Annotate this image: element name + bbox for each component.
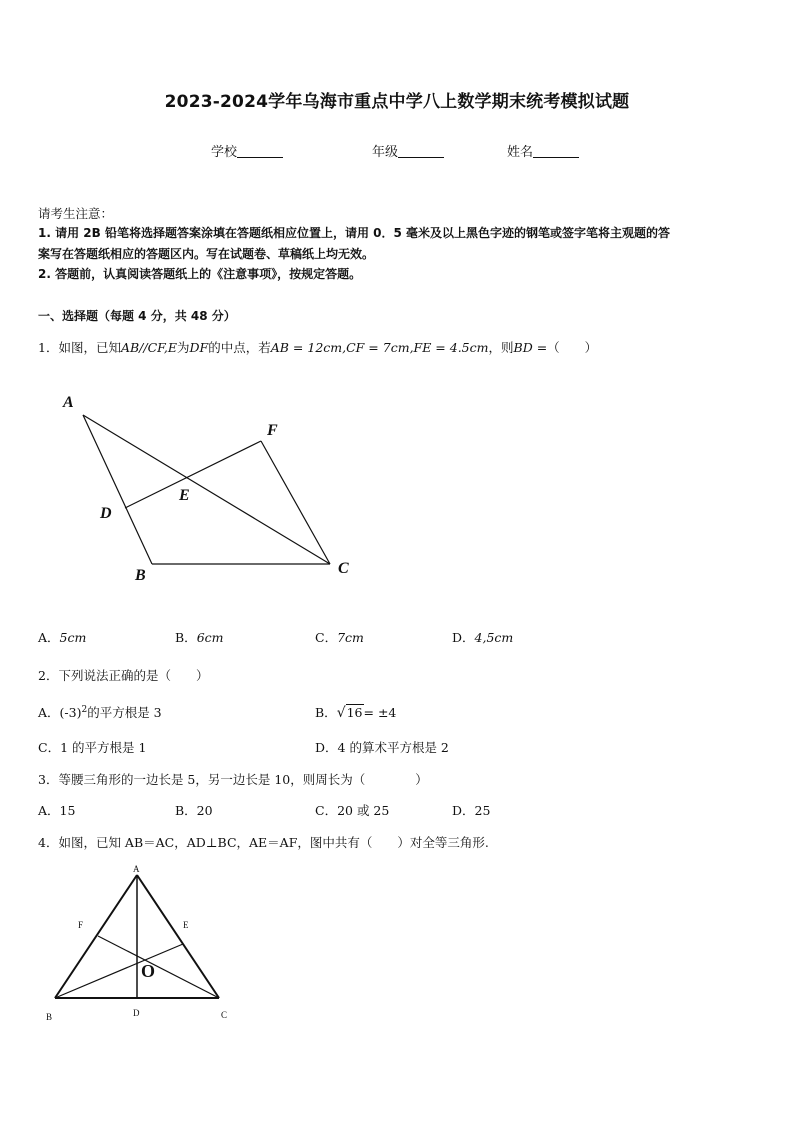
q2-option-a-prefix: A．(-3) (38, 705, 82, 720)
q2-option-b-radicand: 16 (346, 705, 363, 720)
label-c: C (338, 560, 349, 577)
q2-option-a[interactable] (38, 703, 162, 721)
segment-fd (125, 441, 261, 508)
q1-math-2: DF (189, 340, 209, 355)
page-title: 2023-2024学年乌海市重点中学八上数学期末统考模拟试题 (164, 92, 630, 112)
q1-option-c[interactable] (315, 628, 364, 646)
q1-math-4: BD = (513, 340, 548, 355)
q1-option-b-letter: B． (175, 630, 197, 645)
question-3-stem: 3．等腰三角形的一边长是 5，另一边长是 10，则周长为（ ） (38, 772, 428, 787)
q1-option-d-value: 4,5cm (474, 630, 514, 645)
q1-option-a[interactable] (38, 628, 86, 646)
q1-option-b[interactable] (175, 628, 224, 646)
q3-option-d[interactable]: D．25 (452, 803, 491, 818)
q3-option-b[interactable]: B．20 (175, 803, 213, 818)
segment-cf-4 (98, 936, 219, 998)
segment-ac (83, 415, 330, 564)
q2-option-b-suffix: = ±4 (363, 705, 397, 720)
grade-field (372, 141, 444, 160)
q1-option-c-letter: C． (315, 630, 338, 645)
label-d-4: D (133, 1008, 140, 1018)
label-a-4: A (133, 864, 140, 874)
q3-option-a[interactable]: A．15 (38, 803, 76, 818)
question-4-figure (40, 862, 240, 1024)
q1-text-1: 为 (177, 340, 190, 355)
label-c-4: C (221, 1010, 228, 1020)
label-o-4: O (141, 961, 156, 981)
notice-heading: 请考生注意： (38, 206, 114, 221)
q2-option-d[interactable]: D．4 的算术平方根是 2 (315, 740, 449, 755)
question-4-stem: 4．如图，已知 AB＝AC，AD⊥BC，AE＝AF，图中共有（ ）对全等三角形. (38, 835, 489, 850)
q2-option-c[interactable]: C．1 的平方根是 1 (38, 740, 147, 755)
name-label: 姓名 (507, 145, 534, 160)
label-b-4: B (46, 1012, 53, 1022)
q3-option-c[interactable]: C．20 或 25 (315, 803, 390, 818)
q2-option-a-exponent: 2 (81, 704, 88, 715)
section-heading: 一、选择题（每题 4 分，共 48 分） (38, 309, 236, 323)
notice-line-1a: 1. 请用 2B 铅笔将选择题答案涂填在答题纸相应位置上，请用 0．5 毫米及以上黑色字迹的钢笔或签字笔将主观题的答 (38, 226, 670, 240)
label-f: F (267, 422, 278, 439)
question-1-figure (55, 390, 360, 585)
label-e-4: E (183, 920, 189, 930)
q2-option-a-suffix: 的平方根是 3 (87, 705, 162, 720)
q1-prefix: 1．如图，已知 (38, 340, 121, 355)
notice-line-2: 2. 答题前，认真阅读答题纸上的《注意事项》，按规定答题。 (38, 267, 362, 281)
label-d: D (100, 505, 112, 522)
notice-line-1b: 案写在答题纸相应的答题区内。写在试题卷、草稿纸上均无效。 (38, 247, 375, 261)
label-f-4: F (78, 920, 84, 930)
school-blank (237, 144, 283, 158)
q1-text-4: （ ） (547, 340, 598, 355)
q1-text-2: 的中点，若 (208, 340, 271, 355)
segment-cf (261, 441, 330, 564)
school-field (211, 141, 283, 160)
segment-ab-4 (55, 875, 137, 998)
q1-text-3: ，则 (488, 340, 514, 355)
q1-option-c-value: 7cm (337, 630, 364, 645)
q1-option-a-letter: A． (38, 630, 60, 645)
q1-option-a-value: 5cm (59, 630, 87, 645)
name-field (507, 141, 579, 160)
q1-option-d-letter: D． (452, 630, 475, 645)
label-b: B (135, 567, 146, 584)
sqrt-icon: √ (336, 705, 346, 721)
name-blank (533, 144, 579, 158)
q1-math-3: AB = 12cm,CF = 7cm,FE = 4.5cm (270, 340, 489, 355)
school-label: 学校 (211, 145, 238, 160)
label-a: A (63, 394, 74, 411)
grade-label: 年级 (372, 145, 399, 160)
segment-ab (83, 415, 152, 564)
q1-option-b-value: 6cm (196, 630, 224, 645)
q2-option-b[interactable] (315, 703, 396, 721)
grade-blank (398, 144, 444, 158)
label-e: E (179, 487, 190, 504)
question-2-stem: 2．下列说法正确的是（ ） (38, 668, 209, 683)
question-1-stem (38, 338, 597, 356)
q1-option-d[interactable] (452, 628, 513, 646)
q2-option-b-prefix: B． (315, 705, 337, 720)
q1-math-1: AB//CF,E (120, 340, 177, 355)
